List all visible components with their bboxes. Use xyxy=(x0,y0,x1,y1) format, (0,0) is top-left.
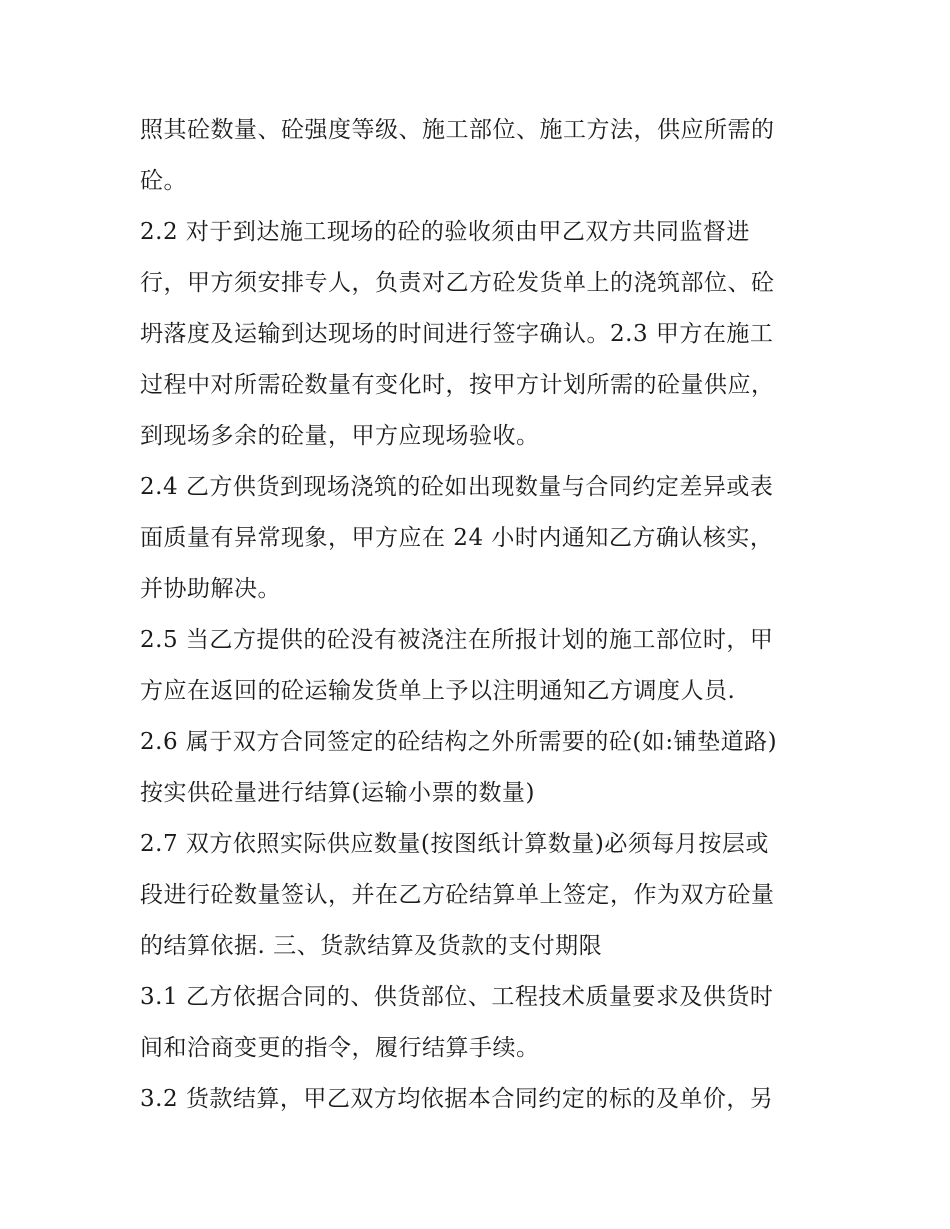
text-line: 行，甲方须安排专人，负责对乙方砼发货单上的浇筑部位、砼 xyxy=(140,270,775,296)
text-line: 面质量有异常现象，甲方应在 24 小时内通知乙方确认核实， xyxy=(140,525,774,551)
text-line: 2.5 当乙方提供的砼没有被浇注在所报计划的施工部位时，甲 xyxy=(140,627,774,653)
text-line: 坍落度及运输到达现场的时间进行签字确认。2.3 甲方在施工 xyxy=(140,321,774,347)
text-line: 按实供砼量进行结算(运输小票的数量) xyxy=(140,780,535,806)
document-body xyxy=(140,105,820,1125)
text-line: 到现场多余的砼量，甲方应现场验收。 xyxy=(140,423,540,449)
text-line: 2.6 属于双方合同签定的砼结构之外所需要的砼(如:铺垫道路) xyxy=(140,729,778,755)
text-line: 间和洽商变更的指令，履行结算手续。 xyxy=(140,1035,540,1061)
text-line: 2.4 乙方供货到现场浇筑的砼如出现数量与合同约定差异或表 xyxy=(140,474,774,500)
text-line: 段进行砼数量签认，并在乙方砼结算单上签定，作为双方砼量 xyxy=(140,882,775,908)
text-line: 方应在返回的砼运输发货单上予以注明通知乙方调度人员. xyxy=(140,678,736,704)
text-line: 砼。 xyxy=(140,168,187,194)
text-line: 照其砼数量、砼强度等级、施工部位、施工方法，供应所需的 xyxy=(140,117,775,143)
text-line: 3.2 货款结算，甲乙双方均依据本合同约定的标的及单价，另 xyxy=(140,1086,774,1112)
text-line: 2.7 双方依照实际供应数量(按图纸计算数量)必须每月按层或 xyxy=(140,831,769,857)
text-line: 的结算依据. 三、货款结算及货款的支付期限 xyxy=(140,933,603,959)
text-line: 过程中对所需砼数量有变化时，按甲方计划所需的砼量供应， xyxy=(140,372,775,398)
text-line: 2.2 对于到达施工现场的砼的验收须由甲乙双方共同监督进 xyxy=(140,219,750,245)
text-line: 3.1 乙方依据合同的、供货部位、工程技术质量要求及供货时 xyxy=(140,984,774,1010)
text-line: 并协助解决。 xyxy=(140,576,281,602)
